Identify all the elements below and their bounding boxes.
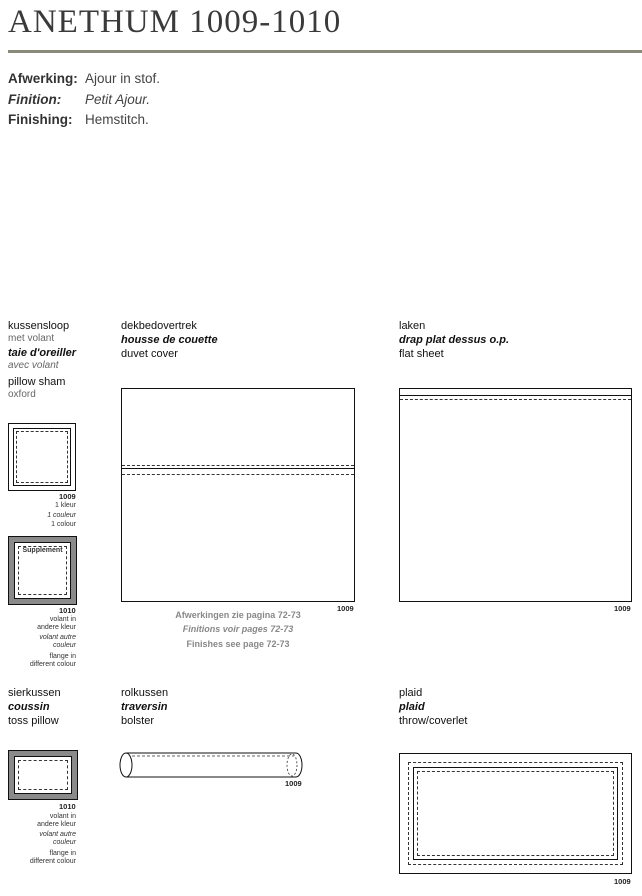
product-name-nl: laken [399,320,426,332]
product-code: 1010 [59,802,76,811]
product-name-en: bolster [121,715,155,727]
finishing-label: Finishing: [8,112,73,127]
product-name-en: toss pillow [8,715,59,727]
colour-note-nl: 1 kleur [54,502,76,509]
toss-pillow-labels [8,686,61,728]
flange-note-en-2: different colour [29,661,76,668]
finishing-label: Afwerking: [8,71,78,86]
duvet-cover-drawing [121,388,355,602]
product-name-fr: taie d'oreiller [8,347,77,359]
colour-note-en: 1 colour [51,521,76,528]
flange-note-nl-2: andere kleur [37,821,76,828]
page-title: ANETHUM 1009-1010 [8,4,342,40]
flange-note-nl-1: volant in [49,813,76,820]
pillow-sham-1010-drawing [8,536,77,605]
toss-pillow-drawing [8,750,78,800]
flat-sheet-labels [399,319,509,361]
flange-note-en-2: different colour [29,858,76,865]
product-name-en: throw/coverlet [399,715,468,727]
finishes-note-fr: Finitions voir pages 72-73 [182,624,294,634]
duvet-cover-labels [121,319,218,361]
product-name-nl: plaid [399,687,423,699]
product-name-en: flat sheet [399,348,444,360]
product-name-en: pillow sham [8,376,66,388]
finishing-row-fr [8,91,150,109]
flange-note-fr-1: volant autre [39,634,76,641]
product-code: 1009 [614,604,631,613]
finishing-value: Petit Ajour. [85,92,151,107]
finishing-row-nl [8,70,160,88]
product-code: 1009 [285,779,302,788]
pillow-sham-1009-drawing [8,423,76,491]
product-code: 1010 [59,606,76,615]
flange-note-nl-1: volant in [49,616,76,623]
product-sub-en: oxford [8,389,36,400]
bolster-labels [121,686,168,728]
product-name-nl: dekbedovertrek [121,320,197,332]
finishing-row-en [8,111,149,129]
finishing-value: Hemstitch. [85,112,149,127]
bolster-drawing [118,750,308,780]
flange-note-en-1: flange in [49,653,76,660]
product-name-fr: drap plat dessus o.p. [399,334,510,346]
colour-note-fr: 1 couleur [47,512,76,519]
product-name-fr: traversin [121,701,168,713]
finishing-label: Finition: [8,92,62,107]
finishing-value: Ajour in stof. [85,71,161,86]
product-name-fr: housse de couette [121,334,218,346]
supplement-badge: Supplement [22,547,63,554]
finishes-note-nl: Afwerkingen zie pagina 72-73 [175,610,301,620]
flange-note-fr-2: couleur [53,839,76,846]
product-name-nl: sierkussen [8,687,61,699]
throw-labels [399,686,467,728]
flange-note-en-1: flange in [49,850,76,857]
product-code: 1009 [337,604,354,613]
finishes-note-en: Finishes see page 72-73 [186,639,290,649]
product-code: 1009 [614,877,631,886]
product-name-fr: plaid [399,701,425,713]
flange-note-fr-2: couleur [53,642,76,649]
flange-note-fr-1: volant autre [39,831,76,838]
throw-drawing [399,753,632,874]
product-name-nl: rolkussen [121,687,169,699]
flange-note-nl-2: andere kleur [37,624,76,631]
product-sub-fr: avec volant [8,360,59,371]
product-name-fr: coussin [8,701,50,713]
product-sub-nl: met volant [8,333,55,344]
product-code: 1009 [59,492,76,501]
product-name-en: duvet cover [121,348,178,360]
flat-sheet-drawing [399,388,632,602]
title-divider [8,50,642,53]
product-name-nl: kussensloop [8,320,70,332]
pillow-sham-labels [8,319,76,400]
